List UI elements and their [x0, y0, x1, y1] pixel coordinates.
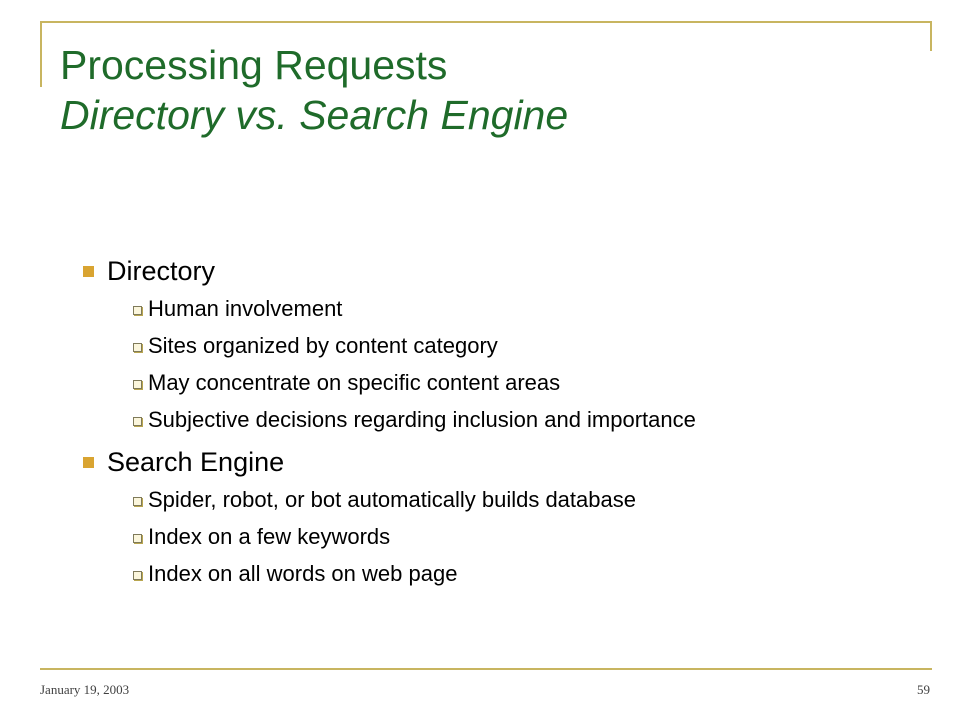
checkbox-bullet-icon	[133, 534, 142, 543]
frame-bottom-line	[40, 668, 932, 670]
frame-right-line	[930, 21, 932, 51]
checkbox-bullet-icon	[133, 571, 142, 580]
square-bullet-icon	[83, 266, 94, 277]
sub-bullet-text: Subjective decisions regarding inclusion and importance	[148, 407, 696, 432]
bullet-directory	[80, 254, 840, 288]
checkbox-bullet-icon	[133, 306, 142, 315]
footer-date: January 19, 2003	[40, 682, 130, 697]
square-bullet-icon	[83, 457, 94, 468]
sub-bullet	[132, 334, 840, 358]
sub-bullet-text: Spider, robot, or bot automatically builds database	[148, 487, 636, 512]
slide-title	[60, 40, 568, 140]
bullet-content	[80, 254, 840, 586]
sub-bullet-text: Sites organized by content category	[148, 333, 498, 358]
bullet-search-engine-label: Search Engine	[107, 447, 285, 477]
frame-left-line	[40, 21, 42, 87]
page-number: 59	[917, 682, 930, 697]
checkbox-bullet-icon	[133, 343, 142, 352]
sub-bullet-text: Human involvement	[148, 296, 343, 321]
sub-bullet	[132, 408, 840, 432]
checkbox-bullet-icon	[133, 380, 142, 389]
sub-bullet	[132, 297, 840, 321]
sub-bullet	[132, 562, 840, 586]
slide-title-line1: Processing Requests	[60, 42, 448, 88]
frame-top-line	[40, 21, 932, 23]
sub-bullet-text: May concentrate on specific content areas	[148, 370, 561, 395]
sub-bullet	[132, 488, 840, 512]
bullet-search-engine	[80, 445, 840, 479]
sub-bullet	[132, 371, 840, 395]
sub-bullet-text: Index on all words on web page	[148, 561, 458, 586]
sub-bullet-text: Index on a few keywords	[148, 524, 391, 549]
checkbox-bullet-icon	[133, 497, 142, 506]
bullet-directory-label: Directory	[107, 256, 216, 286]
slide-title-line2: Directory vs. Search Engine	[60, 92, 569, 138]
checkbox-bullet-icon	[133, 417, 142, 426]
sub-bullet	[132, 525, 840, 549]
